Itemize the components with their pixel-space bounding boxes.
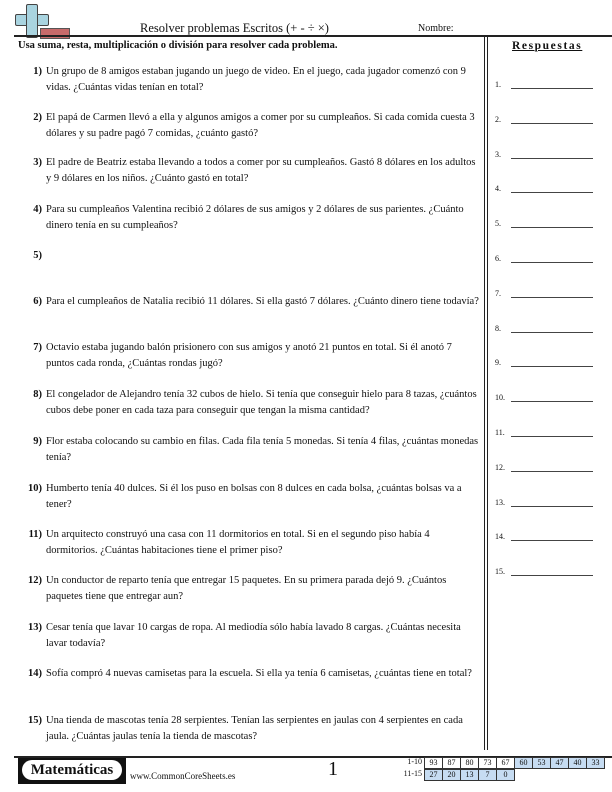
problem-number: 6)	[33, 296, 42, 307]
answer-item	[495, 184, 605, 198]
answer-item	[495, 219, 605, 233]
brand-label: Matemáticas	[22, 760, 122, 780]
worksheet-logo	[14, 4, 70, 38]
answer-line[interactable]	[511, 471, 593, 472]
problem-text: Cesar tenía que lavar 10 cargas de ropa. Al mediodía sólo había lavado 8 cargas. ¿Cuántas necesita lavar todavía?	[46, 622, 461, 649]
problem-number: 13)	[28, 622, 42, 633]
score-row-label: 11-15	[403, 769, 422, 778]
answer-line[interactable]	[511, 297, 593, 298]
problem-text: Octavio estaba jugando balón prisionero con sus amigos y anotó 21 puntos en total. Si él anotó 7 puntos cada ronda, ¿Cuántas rondas jugó?	[46, 342, 452, 369]
problem-text: Para su cumpleaños Valentina recibió 2 dólares de sus amigos y 2 dólares de sus parientes. ¿Cuánto dinero tenía en su cumpleaños?	[46, 204, 464, 231]
answer-line[interactable]	[511, 366, 593, 367]
instructions: Usa suma, resta, multiplicación o división para resolver cada problema.	[18, 40, 338, 51]
score-cell: 40	[569, 758, 587, 769]
problem-text: Un arquitecto construyó una casa con 11 dormitorios en total. Si en el segundo piso había 4 dormitorios. ¿Cuántas habitaciones tiene el primer piso?	[46, 529, 430, 556]
problem-number: 12)	[28, 575, 42, 586]
score-cell: 33	[587, 758, 605, 769]
answer-line[interactable]	[511, 401, 593, 402]
answer-number: 5.	[495, 219, 501, 229]
score-cell: 73	[479, 758, 497, 769]
answer-item	[495, 358, 605, 372]
answer-line[interactable]	[511, 88, 593, 89]
worksheet-title: Resolver problemas Escritos (+ - ÷ ×)	[140, 21, 329, 35]
problem-number: 9)	[33, 436, 42, 447]
score-cell: 7	[479, 770, 497, 781]
answer-line[interactable]	[511, 436, 593, 437]
score-cell: 93	[425, 758, 443, 769]
answer-number: 13.	[495, 497, 505, 507]
problem-number: 15)	[28, 715, 42, 726]
answer-number: 11.	[495, 428, 505, 437]
score-cell: 13	[461, 770, 479, 781]
score-cell: 60	[515, 758, 533, 769]
problem-text: Sofía compró 4 nuevas camisetas para la escuela. Si ella ya tenía 6 camisetas, ¿cuántas tiene en total?	[46, 668, 472, 679]
answer-line[interactable]	[511, 262, 593, 263]
problem-text: El padre de Beatriz estaba llevando a todos a comer por su cumpleaños. Gastó 8 dólares en los adultos y 9 dólares en los niños. ¿Cuánto gastó en total?	[46, 157, 476, 184]
score-cell: 20	[443, 770, 461, 781]
page-number: 1	[328, 758, 338, 780]
problem-number: 7)	[33, 342, 42, 353]
answer-item	[495, 463, 605, 477]
answer-item	[495, 567, 605, 581]
score-row	[424, 757, 605, 769]
score-row-label: 1-10	[407, 757, 422, 766]
score-cell: 53	[533, 758, 551, 769]
answer-item	[495, 428, 605, 442]
answers-title: Respuestas	[512, 40, 583, 52]
problem-number: 14)	[28, 668, 42, 679]
answer-number: 3.	[495, 149, 501, 159]
answer-number: 15.	[495, 567, 505, 577]
problem-number: 8)	[33, 389, 42, 400]
column-divider	[484, 36, 488, 750]
score-cell: 87	[443, 758, 461, 769]
header-rule	[14, 35, 612, 37]
answer-line[interactable]	[511, 123, 593, 124]
problem-text: Flor estaba colocando su cambio en filas. Cada fila tenía 5 monedas. Si tenía 4 filas, ¿cuántas monedas tenía?	[46, 436, 479, 463]
site-url: www.CommonCoreSheets.es	[130, 771, 236, 781]
problem-number: 11)	[28, 529, 42, 540]
answer-number: 6.	[495, 254, 501, 263]
problem-number: 1)	[33, 66, 42, 77]
answer-number: 10.	[495, 393, 505, 403]
answer-number: 2.	[495, 114, 501, 124]
answer-line[interactable]	[511, 506, 593, 507]
answer-item	[495, 532, 605, 546]
answer-item	[495, 498, 605, 512]
answer-line[interactable]	[511, 158, 593, 159]
answer-number: 7.	[495, 288, 501, 298]
problem-text: Humberto tenía 40 dulces. Si él los puso en bolsas con 8 dulces en cada bolsa, ¿cuántas bolsas va a tener?	[46, 483, 462, 510]
problem-number: 4)	[33, 204, 42, 215]
problem-number: 10)	[28, 483, 42, 494]
answer-item	[495, 324, 605, 338]
score-cell: 67	[497, 758, 515, 769]
problem-number: 2)	[33, 112, 42, 123]
answer-item	[495, 150, 605, 164]
answer-item	[495, 80, 605, 94]
answer-line[interactable]	[511, 227, 593, 228]
score-cell: 47	[551, 758, 569, 769]
answer-number: 1.	[495, 80, 501, 89]
answer-item	[495, 115, 605, 129]
answer-line[interactable]	[511, 575, 593, 576]
answer-line[interactable]	[511, 540, 593, 541]
problem-number: 5)	[33, 250, 42, 261]
problem-text: Para el cumpleaños de Natalia recibió 11 dólares. Si ella gastó 7 dólares. ¿Cuánto dinero tiene todavía?	[46, 296, 479, 307]
answer-line[interactable]	[511, 192, 593, 193]
answer-number: 9.	[495, 358, 501, 368]
score-cell: 80	[461, 758, 479, 769]
answer-line[interactable]	[511, 332, 593, 333]
answer-item	[495, 393, 605, 407]
answer-number: 4.	[495, 184, 501, 194]
score-cell: 27	[425, 770, 443, 781]
answer-number: 8.	[495, 323, 501, 333]
problem-text: El congelador de Alejandro tenía 32 cubos de hielo. Si tenía que conseguir hielo para 8 tazas, ¿cuántos cubos debe poner en cada taza para conseguir que tengan la misma cantidad?	[46, 389, 477, 416]
problem-text: El papá de Carmen llevó a ella y algunos amigos a comer por su cumpleaños. Si cada comida cuesta 3 dólares y su padre pagó 7 comidas, ¿cuánto gastó?	[46, 112, 475, 139]
score-cell: 0	[497, 770, 515, 781]
name-label: Nombre:	[418, 23, 454, 34]
answer-item	[495, 289, 605, 303]
minus-icon	[40, 28, 70, 39]
problem-text: Un conductor de reparto tenía que entregar 15 paquetes. En su primera parada dejó 9. ¿Cuántos paquetes tiene que entregar aun?	[46, 575, 447, 602]
answer-item	[495, 254, 605, 268]
answer-number: 12.	[495, 462, 505, 472]
answer-number: 14.	[495, 532, 505, 542]
score-row	[424, 769, 515, 781]
problem-text: Una tienda de mascotas tenía 28 serpientes. Tenían las serpientes en jaulas con 4 serpientes en cada jaula. ¿Cuántas jaulas tenía la tienda de mascotas?	[46, 715, 463, 742]
problem-number: 3)	[33, 157, 42, 168]
problem-text: Un grupo de 8 amigos estaban jugando un juego de video. En el juego, cada jugador comenzó con 9 vidas. ¿Cuántas vidas tenían en total?	[46, 66, 466, 93]
